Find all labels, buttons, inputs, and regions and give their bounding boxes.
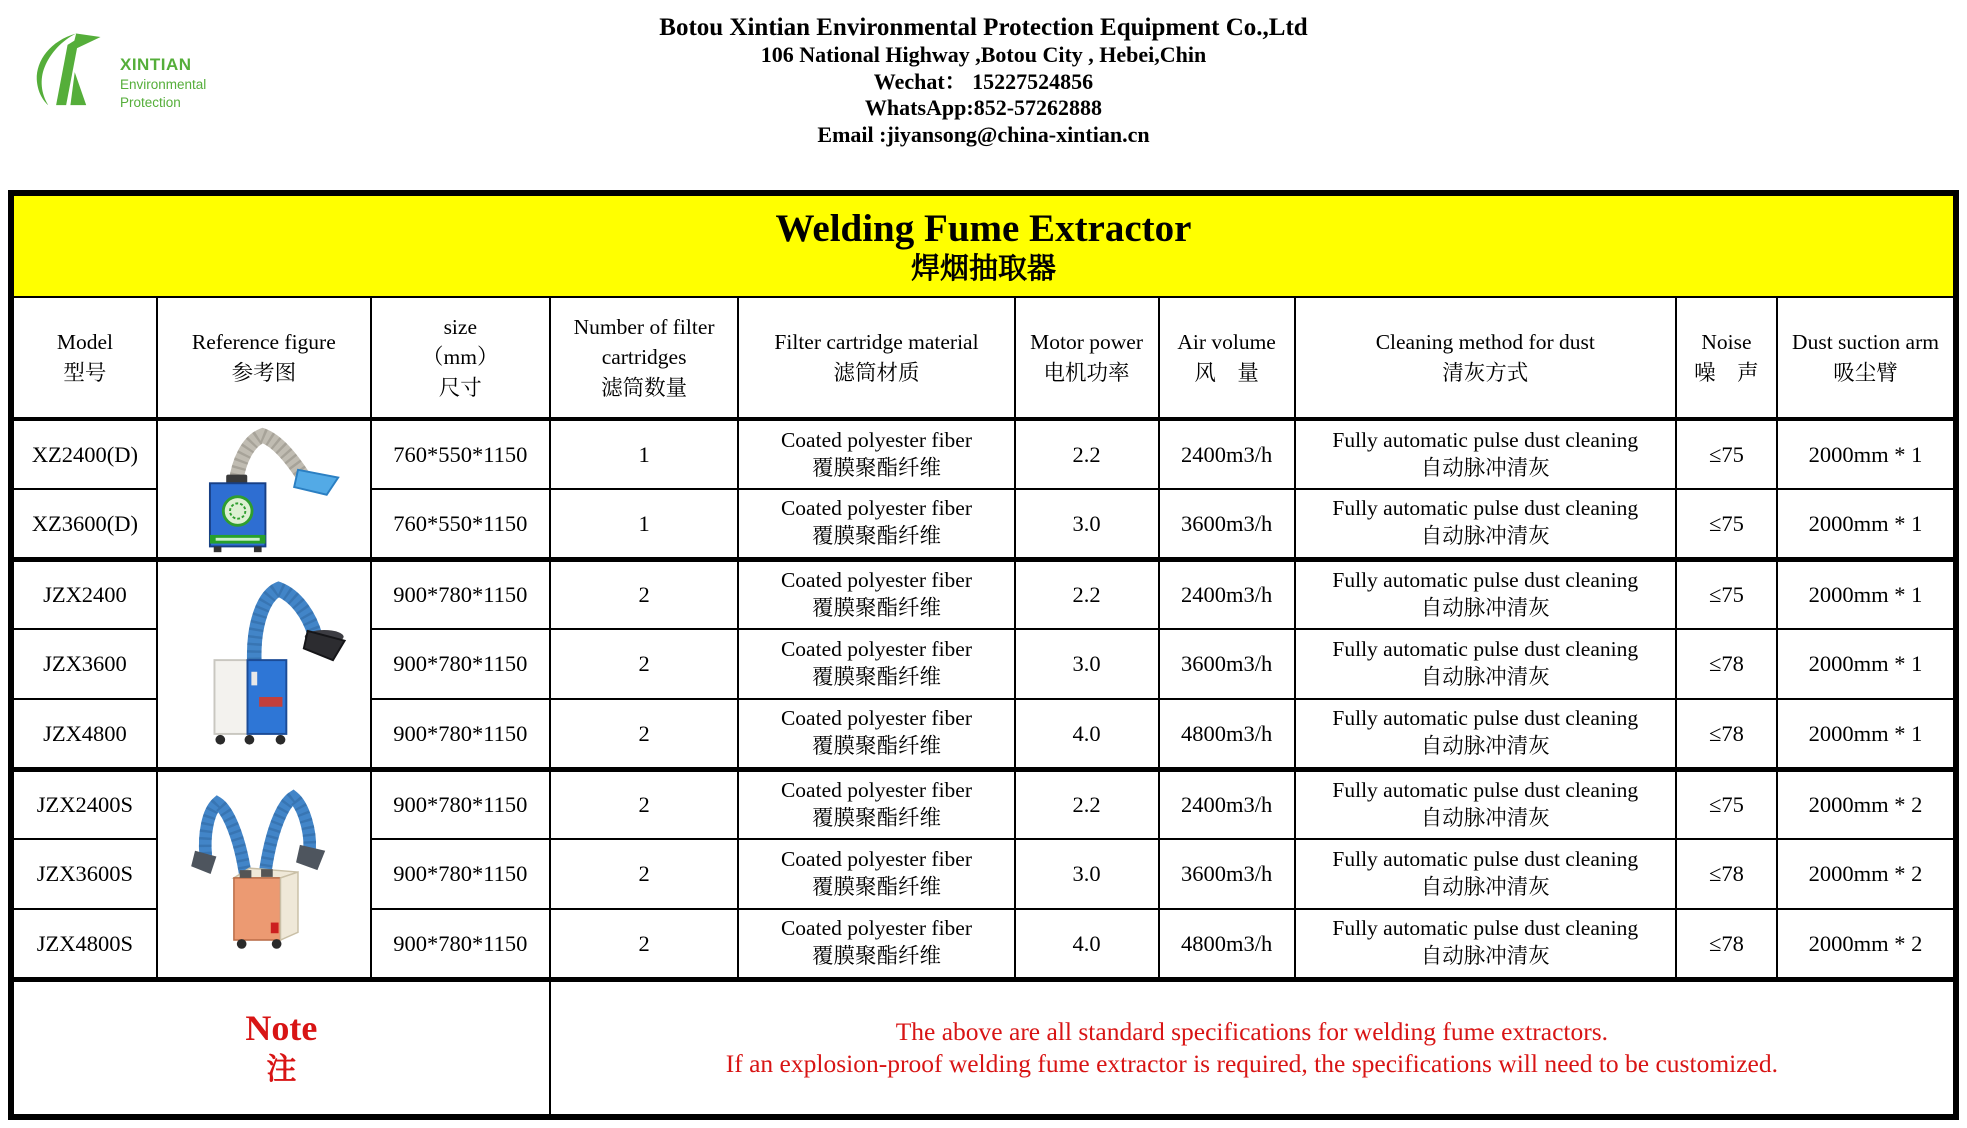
- col-header-reference-zh: 参考图: [231, 360, 297, 385]
- extractor-dual-arm-image-icon: [161, 773, 367, 975]
- material-zh: 覆膜聚酯纤维: [811, 875, 941, 899]
- col-header-cartridges-en: Number of filter cartridges: [573, 314, 715, 370]
- cell-cartridges: 2: [550, 629, 739, 699]
- col-header-cleaning-en: Cleaning method for dust: [1375, 329, 1595, 354]
- cell-size: 900*780*1150: [371, 839, 550, 909]
- material-en: Coated polyester fiber: [780, 427, 973, 452]
- note-label-zh: 注: [266, 1052, 297, 1086]
- col-header-material: [738, 297, 1014, 419]
- extractor-blue-arm-image-icon: [161, 563, 367, 765]
- page-title: Welding Fume Extractor: [775, 207, 1192, 250]
- cell-noise: ≤78: [1676, 629, 1777, 699]
- product-figure-dual-arm: [158, 773, 370, 975]
- cell-motor-power: 4.0: [1015, 699, 1159, 769]
- cell-size: 900*780*1150: [371, 629, 550, 699]
- cell-cartridges: 2: [550, 909, 739, 979]
- material-en: Coated polyester fiber: [780, 706, 973, 731]
- cleaning-zh: 自动脉冲清灰: [1420, 734, 1550, 759]
- company-header: [0, 14, 1967, 148]
- cell-model: XZ2400(D): [11, 419, 157, 489]
- col-header-cartridges-zh: 滤筒数量: [601, 375, 688, 400]
- col-header-cleaning-zh: 清灰方式: [1442, 360, 1529, 385]
- cleaning-en: Fully automatic pulse dust cleaning: [1332, 427, 1639, 452]
- cell-size: 900*780*1150: [371, 909, 550, 979]
- col-header-material-zh: 滤筒材质: [833, 360, 920, 385]
- company-address: 106 National Highway ,Botou City , Hebei,Chin: [760, 42, 1207, 67]
- col-header-size-en: size: [443, 314, 477, 339]
- col-header-model-zh: 型号: [63, 360, 107, 385]
- note-label-en: Note: [245, 1007, 318, 1048]
- cell-air-volume: 2400m3/h: [1159, 559, 1295, 629]
- cell-material: [738, 489, 1014, 559]
- col-header-arm-en: Dust suction arm: [1792, 329, 1939, 354]
- cleaning-zh: 自动脉冲清灰: [1420, 665, 1550, 689]
- col-header-motor-en: Motor power: [1030, 329, 1143, 354]
- cell-motor-power: 3.0: [1015, 629, 1159, 699]
- cleaning-zh: 自动脉冲清灰: [1420, 524, 1550, 549]
- cell-cleaning: [1295, 909, 1676, 979]
- cleaning-zh: 自动脉冲清灰: [1420, 875, 1550, 899]
- cell-dust-arm: 2000mm * 1: [1777, 419, 1956, 489]
- company-name: Botou Xintian Environmental Protection Equipment Co.,Ltd: [659, 14, 1308, 41]
- cleaning-en: Fully automatic pulse dust cleaning: [1332, 777, 1639, 802]
- cell-material: [738, 629, 1014, 699]
- cell-size: 760*550*1150: [371, 419, 550, 489]
- col-header-size-zh: 尺寸: [438, 375, 482, 400]
- cell-size: 760*550*1150: [371, 489, 550, 559]
- cell-cleaning: [1295, 629, 1676, 699]
- cell-model: XZ3600(D): [11, 489, 157, 559]
- cleaning-en: Fully automatic pulse dust cleaning: [1332, 706, 1639, 731]
- cell-material: [738, 909, 1014, 979]
- cell-noise: ≤75: [1676, 559, 1777, 629]
- material-en: Coated polyester fiber: [780, 496, 973, 521]
- col-header-noise-zh: 噪 声: [1694, 360, 1759, 385]
- cleaning-en: Fully automatic pulse dust cleaning: [1332, 496, 1639, 521]
- col-header-size: [371, 297, 550, 419]
- cell-motor-power: 3.0: [1015, 839, 1159, 909]
- cell-air-volume: 3600m3/h: [1159, 629, 1295, 699]
- cell-dust-arm: 2000mm * 1: [1777, 629, 1956, 699]
- material-zh: 覆膜聚酯纤维: [811, 455, 941, 480]
- table-row: [11, 419, 1956, 489]
- col-header-material-en: Filter cartridge material: [774, 329, 979, 354]
- cleaning-zh: 自动脉冲清灰: [1420, 595, 1550, 620]
- cell-cleaning: [1295, 769, 1676, 839]
- cell-material: [738, 769, 1014, 839]
- col-header-model: [11, 297, 157, 419]
- col-header-arm-zh: 吸尘臂: [1833, 360, 1898, 385]
- cell-dust-arm: 2000mm * 2: [1777, 839, 1956, 909]
- col-header-reference-en: Reference figure: [191, 329, 336, 354]
- cell-air-volume: 3600m3/h: [1159, 839, 1295, 909]
- table-row: [11, 769, 1956, 839]
- cell-noise: ≤78: [1676, 909, 1777, 979]
- page-title-zh: 焊烟抽取器: [910, 253, 1056, 285]
- cleaning-zh: 自动脉冲清灰: [1420, 944, 1550, 969]
- cell-noise: ≤75: [1676, 769, 1777, 839]
- company-email: Email :jiyansong@china-xintian.cn: [817, 121, 1150, 147]
- note-row: [11, 979, 1956, 1117]
- reference-figure-cell: [157, 769, 371, 979]
- table-header-row: [11, 297, 1956, 419]
- company-whatsapp: WhatsApp:852-57262888: [864, 95, 1103, 120]
- col-header-air-en: Air volume: [1177, 329, 1276, 354]
- cell-cleaning: [1295, 559, 1676, 629]
- material-zh: 覆膜聚酯纤维: [811, 734, 941, 759]
- cell-model: JZX4800S: [11, 909, 157, 979]
- cell-cartridges: 2: [550, 699, 739, 769]
- material-zh: 覆膜聚酯纤维: [811, 944, 941, 969]
- cell-cartridges: 2: [550, 769, 739, 839]
- col-header-cartridges: [550, 297, 739, 419]
- col-header-model-en: Model: [56, 329, 113, 354]
- col-header-dust-arm: [1777, 297, 1956, 419]
- cell-material: [738, 419, 1014, 489]
- cleaning-en: Fully automatic pulse dust cleaning: [1332, 637, 1639, 662]
- cell-cartridges: 1: [550, 419, 739, 489]
- cell-cleaning: [1295, 419, 1676, 489]
- cell-noise: ≤78: [1676, 699, 1777, 769]
- cell-cleaning: [1295, 839, 1676, 909]
- cell-motor-power: 2.2: [1015, 559, 1159, 629]
- cell-air-volume: 2400m3/h: [1159, 419, 1295, 489]
- col-header-motor-zh: 电机功率: [1043, 360, 1130, 385]
- product-figure-single-arm-blue: [158, 563, 370, 765]
- cell-noise: ≤78: [1676, 839, 1777, 909]
- cell-size: 900*780*1150: [371, 559, 550, 629]
- cell-dust-arm: 2000mm * 1: [1777, 489, 1956, 559]
- col-header-noise: [1676, 297, 1777, 419]
- material-zh: 覆膜聚酯纤维: [811, 595, 941, 620]
- cell-model: JZX3600S: [11, 839, 157, 909]
- note-line-1: The above are all standard specifications for welding fume extractors.: [895, 1016, 1609, 1046]
- cell-dust-arm: 2000mm * 1: [1777, 559, 1956, 629]
- col-header-air-zh: 风 量: [1194, 360, 1259, 385]
- cleaning-en: Fully automatic pulse dust cleaning: [1332, 847, 1639, 872]
- table-row: [11, 559, 1956, 629]
- logo-brand-text: XINTIAN: [120, 55, 192, 74]
- cleaning-en: Fully automatic pulse dust cleaning: [1332, 916, 1639, 941]
- cell-model: JZX2400S: [11, 769, 157, 839]
- note-label-cell: [11, 979, 550, 1117]
- col-header-reference-figure: [157, 297, 371, 419]
- col-header-cleaning-method: [1295, 297, 1676, 419]
- reference-figure-cell: [157, 419, 371, 559]
- material-en: Coated polyester fiber: [780, 567, 973, 592]
- material-en: Coated polyester fiber: [780, 637, 973, 662]
- cell-dust-arm: 2000mm * 2: [1777, 909, 1956, 979]
- note-text-cell: [550, 979, 1956, 1117]
- col-header-size-unit: （mm）: [422, 345, 499, 370]
- cleaning-zh: 自动脉冲清灰: [1420, 455, 1550, 480]
- cell-air-volume: 2400m3/h: [1159, 769, 1295, 839]
- cell-model: JZX4800: [11, 699, 157, 769]
- material-en: Coated polyester fiber: [780, 847, 973, 872]
- material-zh: 覆膜聚酯纤维: [811, 524, 941, 549]
- logo-sub-text-1: Environmental: [120, 77, 207, 93]
- title-banner: [11, 193, 1956, 297]
- company-wechat: Wechat： 15227524856: [873, 68, 1094, 94]
- cell-cartridges: 1: [550, 489, 739, 559]
- cell-size: 900*780*1150: [371, 699, 550, 769]
- cell-cartridges: 2: [550, 559, 739, 629]
- material-en: Coated polyester fiber: [780, 916, 973, 941]
- material-zh: 覆膜聚酯纤维: [811, 665, 941, 689]
- cell-cartridges: 2: [550, 839, 739, 909]
- cell-cleaning: [1295, 489, 1676, 559]
- cleaning-zh: 自动脉冲清灰: [1420, 805, 1550, 830]
- col-header-motor-power: [1015, 297, 1159, 419]
- cell-noise: ≤75: [1676, 489, 1777, 559]
- cell-model: JZX2400: [11, 559, 157, 629]
- extractor-grey-arm-image-icon: [164, 422, 364, 556]
- cell-air-volume: 4800m3/h: [1159, 909, 1295, 979]
- col-header-air-volume: [1159, 297, 1295, 419]
- title-banner-row: [11, 193, 1956, 297]
- cell-size: 900*780*1150: [371, 769, 550, 839]
- reference-figure-cell: [157, 559, 371, 769]
- logo-sub-text-2: Protection: [120, 94, 181, 110]
- cell-material: [738, 839, 1014, 909]
- cell-material: [738, 699, 1014, 769]
- cleaning-en: Fully automatic pulse dust cleaning: [1332, 567, 1639, 592]
- cell-material: [738, 559, 1014, 629]
- cell-cleaning: [1295, 699, 1676, 769]
- note-line-2: If an explosion-proof welding fume extractor is required, the specifications will need to be customized.: [725, 1048, 1778, 1078]
- product-figure-single-arm-grey: [158, 422, 370, 556]
- cell-air-volume: 3600m3/h: [1159, 489, 1295, 559]
- material-en: Coated polyester fiber: [780, 777, 973, 802]
- cell-motor-power: 2.2: [1015, 769, 1159, 839]
- col-header-noise-en: Noise: [1701, 329, 1752, 354]
- cell-motor-power: 3.0: [1015, 489, 1159, 559]
- cell-model: JZX3600: [11, 629, 157, 699]
- cell-air-volume: 4800m3/h: [1159, 699, 1295, 769]
- spec-table: [8, 190, 1959, 1120]
- cell-motor-power: 2.2: [1015, 419, 1159, 489]
- cell-dust-arm: 2000mm * 1: [1777, 699, 1956, 769]
- cell-noise: ≤75: [1676, 419, 1777, 489]
- cell-motor-power: 4.0: [1015, 909, 1159, 979]
- cell-dust-arm: 2000mm * 2: [1777, 769, 1956, 839]
- material-zh: 覆膜聚酯纤维: [811, 805, 941, 830]
